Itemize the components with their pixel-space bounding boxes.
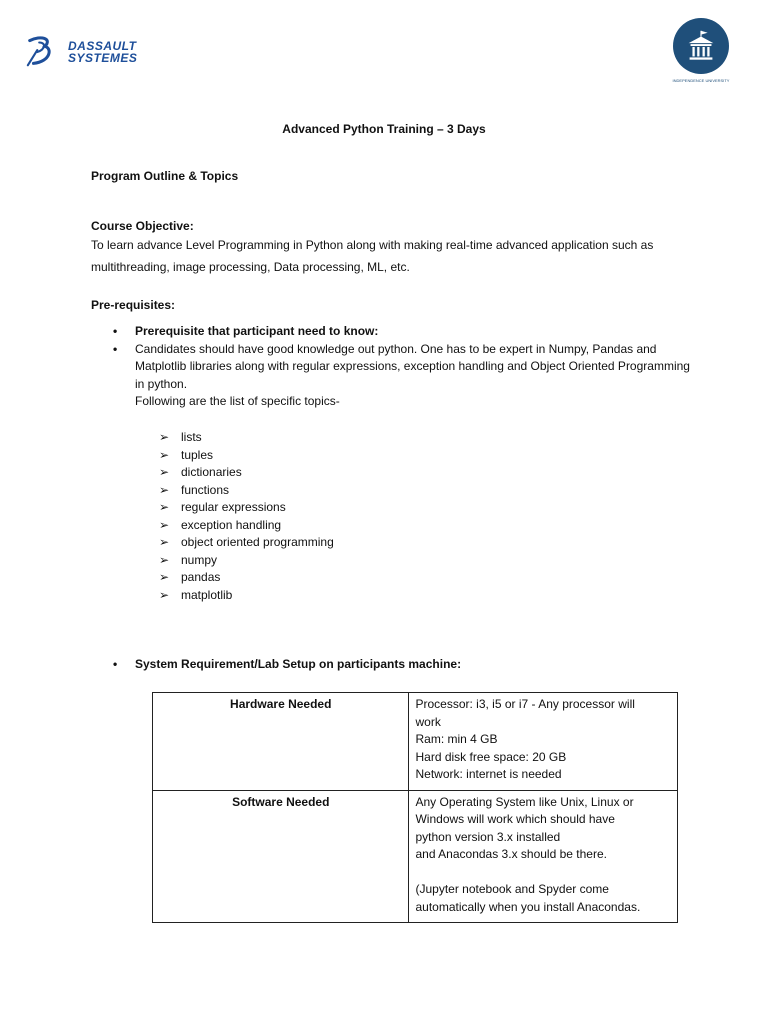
- hardware-details: [409, 693, 678, 791]
- table-cell-line: Network: internet is needed: [415, 767, 562, 781]
- hardware-label: Hardware Needed: [153, 693, 409, 791]
- table-cell-line: Any Operating System like Unix, Linux or: [415, 794, 634, 809]
- wordmark-line1: DASSAULT: [68, 39, 137, 53]
- software-label: Software Needed: [153, 790, 409, 923]
- table-cell-line: and Anacondas 3.x should be there.: [415, 847, 607, 861]
- list-item: ➢ dictionaries: [91, 464, 591, 482]
- table-row: [153, 790, 678, 923]
- wordmark-line2: SYSTEMES: [68, 51, 138, 65]
- list-item: • Prerequisite that participant need to know:: [91, 323, 691, 341]
- table-cell-line: Ram: min 4 GB: [415, 732, 498, 746]
- objective-text: [91, 234, 711, 278]
- list-item: [91, 341, 691, 411]
- university-logo: [671, 18, 731, 88]
- system-req-list: [91, 656, 691, 674]
- list-item: ➢ lists: [91, 429, 591, 447]
- objective-heading: Course Objective:: [91, 219, 194, 233]
- list-item: ➢ exception handling: [91, 517, 591, 535]
- list-item: ➢ functions: [91, 482, 591, 500]
- objective-line: multithreading, image processing, Data processing, ML, etc.: [91, 260, 410, 274]
- list-item: ➢ matplotlib: [91, 587, 591, 605]
- prereq-list: [91, 323, 691, 411]
- requirements-table: [152, 692, 678, 923]
- table-cell-line: Hard disk free space: 20 GB: [415, 749, 567, 764]
- prereq-description: • Candidates should have good knowledge out python. One has to be expert in Numpy, Pandas and Matplotlib libraries along with regular expressions, exception handling and Object Oriented Programming in python.: [135, 341, 690, 391]
- 3ds-logo-icon: [24, 33, 62, 71]
- list-item: ➢ object oriented programming: [91, 534, 591, 552]
- table-cell-line: python version 3.x installed: [415, 829, 561, 844]
- table-cell-line: work: [415, 714, 441, 729]
- table-cell-line: automatically when you install Anacondas.: [415, 899, 641, 914]
- list-item: ➢ numpy: [91, 552, 591, 570]
- dassault-systemes-logo: [24, 32, 154, 72]
- spacer: [415, 864, 671, 882]
- list-item: ➢ tuples: [91, 447, 591, 465]
- list-item: ➢ regular expressions: [91, 499, 591, 517]
- software-details: [409, 790, 678, 923]
- list-item: ➢ pandas: [91, 569, 591, 587]
- topic-list: [91, 429, 591, 604]
- prereq-heading: Pre-requisites:: [91, 298, 176, 312]
- company-wordmark: [68, 40, 137, 64]
- prereq-topics-intro: Following are the list of specific topics-: [135, 394, 340, 408]
- page-title: Advanced Python Training – 3 Days: [282, 122, 486, 136]
- list-item: • System Requirement/Lab Setup on participants machine:: [91, 656, 691, 674]
- outline-heading: Program Outline & Topics: [91, 169, 239, 183]
- table-cell-line: Processor: i3, i5 or i7 - Any processor will: [415, 697, 635, 711]
- seal-caption: INDEPENDENCE UNIVERSITY: [672, 78, 730, 83]
- objective-line: To learn advance Level Programming in Python along with making real-time advanced application such as: [91, 238, 654, 252]
- table-cell-line: (Jupyter notebook and Spyder come: [415, 882, 609, 896]
- table-cell-line: Windows will work which should have: [415, 812, 615, 826]
- table-row: [153, 693, 678, 791]
- university-seal-icon: [673, 18, 729, 74]
